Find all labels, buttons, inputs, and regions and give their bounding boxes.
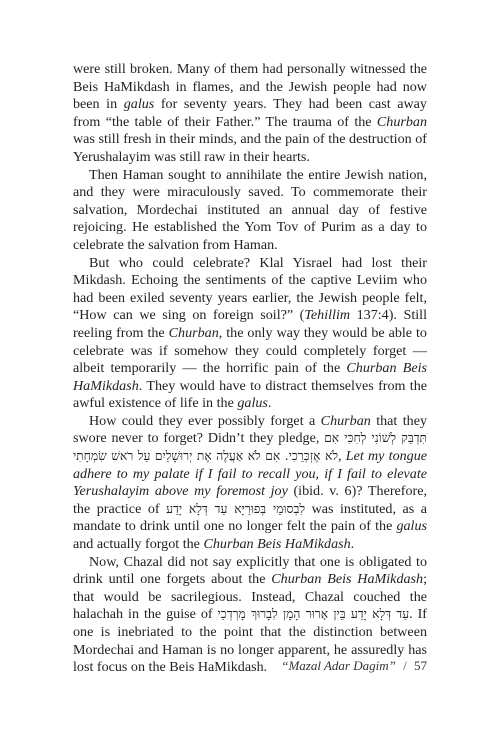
italic-term: galus: [237, 395, 268, 412]
italic-term: Churban: [376, 113, 427, 130]
footer-separator: /: [403, 658, 407, 673]
running-footer: [73, 658, 427, 674]
italic-term: Churban: [168, 324, 219, 341]
text-run: were still broken. Many of them had personally witnessed the Beis HaMikdash in flames, and the Jewish people had now been in: [73, 61, 427, 113]
italic-term: Tehillim: [304, 307, 351, 324]
text-run: How could they ever possibly forget a: [89, 412, 321, 429]
hebrew-quote: תִּדְבַּק לְשׁוֹנִי לְחִכִּי אִם לֹא אֶזְכְּרֵכִי. אִם לֹא אַעֲלֶה אֶת יְרוּשָׁלַיִם עַל רֹאשׁ שִׂמְחָתִי: [73, 431, 427, 464]
text-run: Now, Chazal did not say explicitly that one is obligated to drink until one forgets about the: [73, 553, 427, 588]
text-run: was still fresh in their minds, and the pain of the destruction of Yerushalayim was still raw in their hearts.: [73, 131, 427, 165]
italic-term: Churban: [320, 412, 371, 429]
text-run: ; that would be sacrilegious. Instead, Chazal couched the halachah in the guise of: [73, 571, 427, 623]
hebrew-quote: עַד דְּלָא יָדַע בֵּין אָרוּר הָמָן לִבָרוּךְ מָרְדְכַי: [217, 607, 410, 622]
hebrew-quote: לִבְסוּמֵי בְּפוּרַיָּא עַד דְּלָא יָדַע: [166, 501, 306, 516]
paragraph-1: [73, 61, 427, 167]
italic-term: Churban Beis HaMikdash: [271, 571, 424, 588]
paragraph-3: [73, 255, 427, 413]
text-run: was instituted, as a mandate to drink until one no longer felt the pain of the: [73, 500, 428, 535]
paragraph-4: [73, 413, 427, 554]
page-number: 57: [414, 658, 427, 673]
text-run: 137:4). Still reeling from the: [73, 307, 427, 341]
text-run: Then Haman sought to annihilate the entire Jewish nation, and they were miraculously saved. To commemorate their salvation, Mordechai instituted an annual day of festive rejoicing. He established the Yom Tov of Purim as a day to celebrate the salvation from Haman.: [73, 166, 427, 253]
italic-term: galus: [396, 518, 427, 535]
text-run: (ibid. v. 6)? Therefore, the practice of: [73, 483, 427, 517]
italic-term: Churban Beis HaMikdash: [203, 536, 351, 553]
text-run: and actually forgot the: [73, 536, 204, 553]
text-run: .: [350, 536, 355, 553]
text-run: But who could celebrate? Klal Yisrael had lost their Mikdash. Echoing the sentiments of the captive Leviim who had been exiled seventy years earlier, the Jewish people felt, “How can we sing on foreign soil?” (: [73, 254, 427, 324]
paragraph-2: [73, 167, 427, 255]
italic-term: Let my tongue adhere to my palate if I fail to recall you, if I fail to elevate Yerushalayim above my foremost joy: [73, 448, 428, 500]
text-run: , the only way they would be able to celebrate was if somehow they could completely forget — albeit temporarily — the horrific pain of the: [73, 324, 427, 377]
italic-term: galus: [123, 96, 155, 113]
footer-chapter-title: “Mazal Adar Dagim”: [281, 658, 396, 673]
text-run: ,: [338, 448, 346, 465]
text-run: .: [267, 395, 272, 412]
text-run: . They would have to distract themselves from the awful existence of life in the: [73, 377, 427, 412]
italic-term: Churban Beis HaMikdash: [73, 360, 427, 394]
text-run: . If one is inebriated to the point that the distinction between Mordechai and Haman is no longer apparent, he assuredly has lost focus on the Beis HaMikdash.: [73, 606, 427, 676]
text-run: that they swore never to forget? Didn’t they pledge,: [73, 412, 427, 447]
page-body: [73, 61, 427, 677]
text-run: for seventy years. They had been cast away from “the table of their Father.” The trauma of the: [73, 96, 427, 130]
